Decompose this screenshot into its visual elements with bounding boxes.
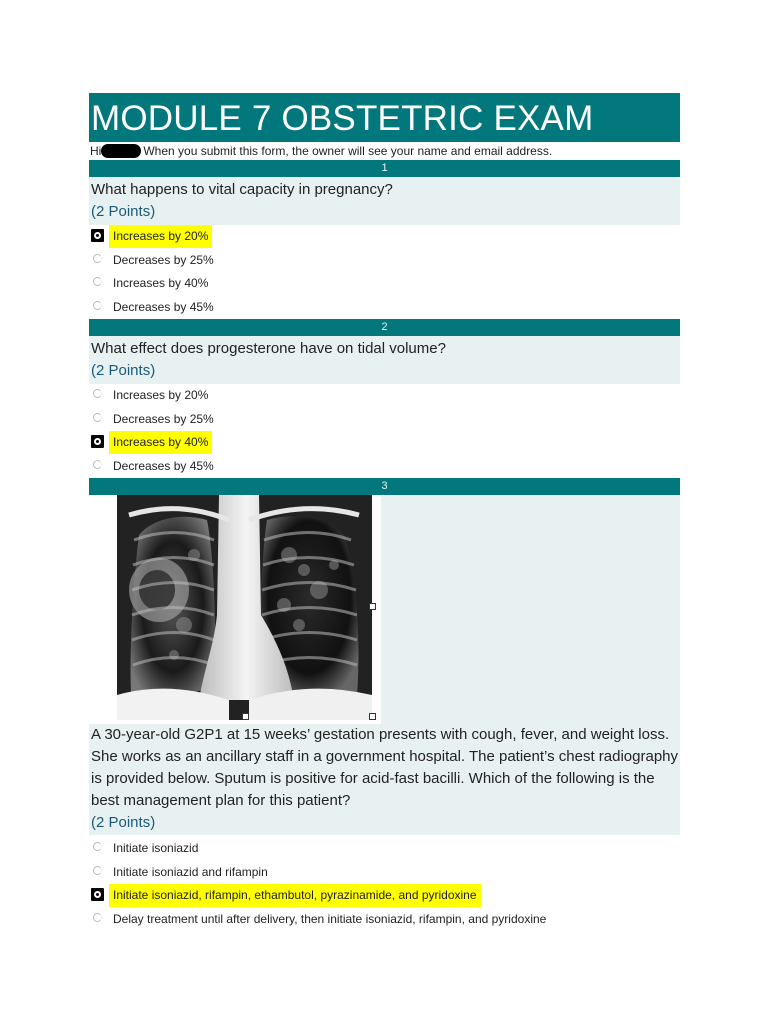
option-list [89,225,680,319]
radio-icon[interactable] [93,913,102,922]
option-label[interactable]: Initiate isoniazid, rifampin, ethambutol, pyrazinamide, and pyridoxine [109,884,481,907]
option[interactable] [89,431,680,455]
question-text: A 30-year-old G2P1 at 15 weeks’ gestation presents with cough, fever, and weight loss. She works as an ancillary staff in a government hospital. The patient’s chest radiography is provided below. Sputum is positive for acid-fast bacilli. Which of the following is the best management plan for this patient? [91,726,678,809]
form-title: MODULE 7 OBSTETRIC EXAM [89,93,680,142]
option[interactable] [89,272,680,296]
radio-selected-icon[interactable] [91,435,104,448]
option[interactable] [89,861,680,885]
option[interactable] [89,908,680,932]
question-points: (2 Points) [91,814,156,831]
option-list [89,835,680,931]
question-image-area [89,495,680,724]
resize-handle-right[interactable] [369,603,376,610]
option-label[interactable]: Decreases by 45% [113,299,214,314]
question-text: What effect does progesterone have on tidal volume? [91,340,446,357]
privacy-notice: When you submit this form, the owner will see your name and email address. [143,144,553,158]
question-points: (2 Points) [91,203,156,220]
question-number: 1 [89,160,680,177]
resize-handle-bottom[interactable] [242,713,249,720]
radio-icon[interactable] [93,277,102,286]
radio-icon[interactable] [93,389,102,398]
radio-icon[interactable] [93,842,102,851]
greeting-prefix: Hi [90,144,102,158]
question-header [89,177,680,225]
option-label[interactable]: Increases by 40% [113,276,209,290]
option[interactable] [89,884,680,908]
redacted-name [101,144,141,158]
option-label[interactable]: Decreases by 45% [113,458,214,473]
option-label[interactable]: Increases by 20% [113,388,209,402]
question-header [89,724,680,835]
question-text: What happens to vital capacity in pregnancy? [91,181,393,198]
option[interactable] [89,455,680,479]
option-label[interactable]: Increases by 40% [109,431,212,454]
option-label[interactable]: Decreases by 25% [113,411,214,426]
question-number: 3 [89,478,680,495]
option-label[interactable]: Initiate isoniazid [113,841,199,855]
option[interactable] [89,384,680,408]
option-label[interactable]: Decreases by 25% [113,252,214,267]
option-list [89,384,680,478]
option[interactable] [89,837,680,861]
option-label[interactable]: Delay treatment until after delivery, then initiate isoniazid, rifampin, and pyridoxine [113,911,547,926]
option[interactable] [89,296,680,320]
option[interactable] [89,408,680,432]
option[interactable] [89,249,680,273]
option-label[interactable]: Initiate isoniazid and rifampin [113,864,268,879]
form-page [89,93,680,931]
radio-selected-icon[interactable] [91,888,104,901]
radio-icon[interactable] [93,301,102,310]
option[interactable] [89,225,680,249]
radio-selected-icon[interactable] [91,229,104,242]
radio-icon[interactable] [93,460,102,469]
radio-icon[interactable] [93,866,102,875]
question-points: (2 Points) [91,362,156,379]
question-header [89,336,680,384]
chest-xray-image [89,495,381,724]
radio-icon[interactable] [93,413,102,422]
resize-handle-corner[interactable] [369,713,376,720]
radio-icon[interactable] [93,254,102,263]
question-number: 2 [89,319,680,336]
option-label[interactable]: Increases by 20% [109,225,212,248]
greeting-line [89,142,680,160]
